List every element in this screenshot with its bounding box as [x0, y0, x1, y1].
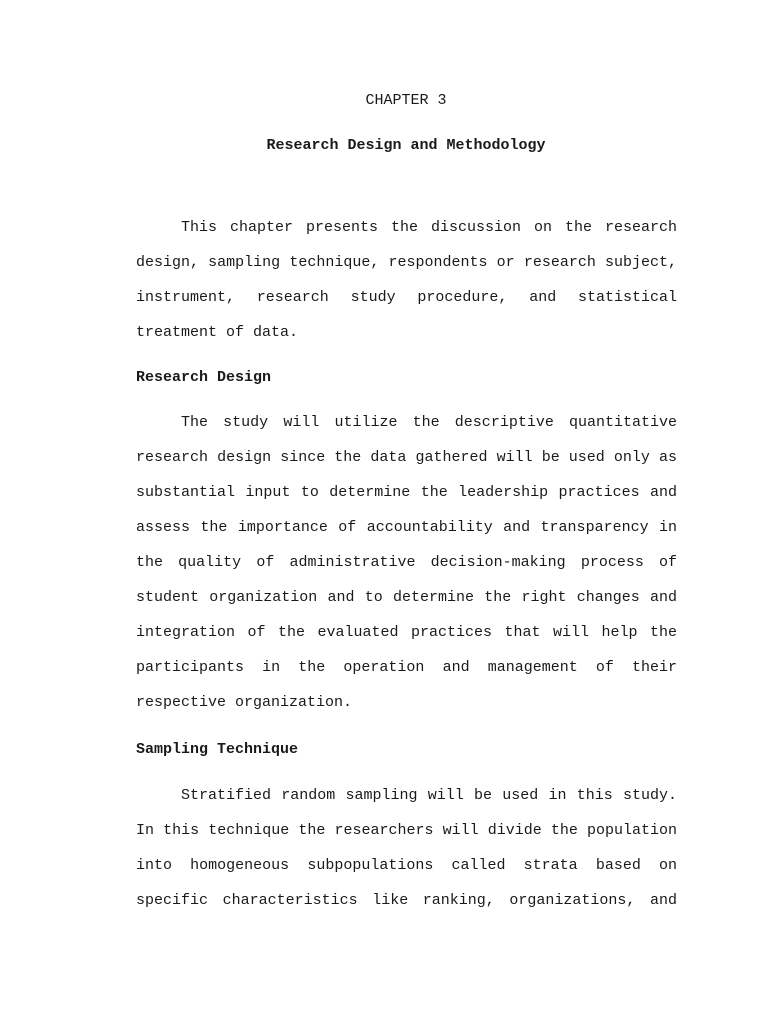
text-line: The study will utilize the descriptive quantitative [181, 414, 677, 431]
text-line: specific characteristics like ranking, organizations, and [136, 892, 677, 909]
section-heading-sampling-technique: Sampling Technique [136, 741, 299, 758]
text-line: Stratified random sampling will be used in this study. [181, 787, 677, 804]
intro-paragraph [136, 210, 677, 350]
text-line: integration of the evaluated practices that will help the [136, 624, 677, 641]
text-line: This chapter presents the discussion on the research [181, 219, 677, 236]
text-line: assess the importance of accountability and transparency in [136, 519, 677, 536]
text-line: participants in the operation and management of their [136, 659, 677, 676]
text-line: In this technique the researchers will divide the population [136, 822, 677, 839]
section-heading-research-design: Research Design [136, 369, 272, 386]
sampling-technique-paragraph [136, 778, 677, 918]
page-title: Research Design and Methodology [266, 137, 546, 154]
chapter-number: CHAPTER 3 [365, 92, 447, 109]
text-line: the quality of administrative decision-making process of [136, 554, 677, 571]
text-line: student organization and to determine the right changes and [136, 589, 677, 606]
text-line: into homogeneous subpopulations called strata based on [136, 857, 677, 874]
research-design-paragraph [136, 405, 677, 720]
text-line: research design since the data gathered will be used only as [136, 449, 677, 466]
text-line: instrument, research study procedure, and statistical [136, 289, 677, 306]
text-line: treatment of data. [136, 324, 299, 341]
text-line: substantial input to determine the leadership practices and [136, 484, 677, 501]
text-line: design, sampling technique, respondents or research subject, [136, 254, 677, 271]
text-line: respective organization. [136, 694, 353, 711]
